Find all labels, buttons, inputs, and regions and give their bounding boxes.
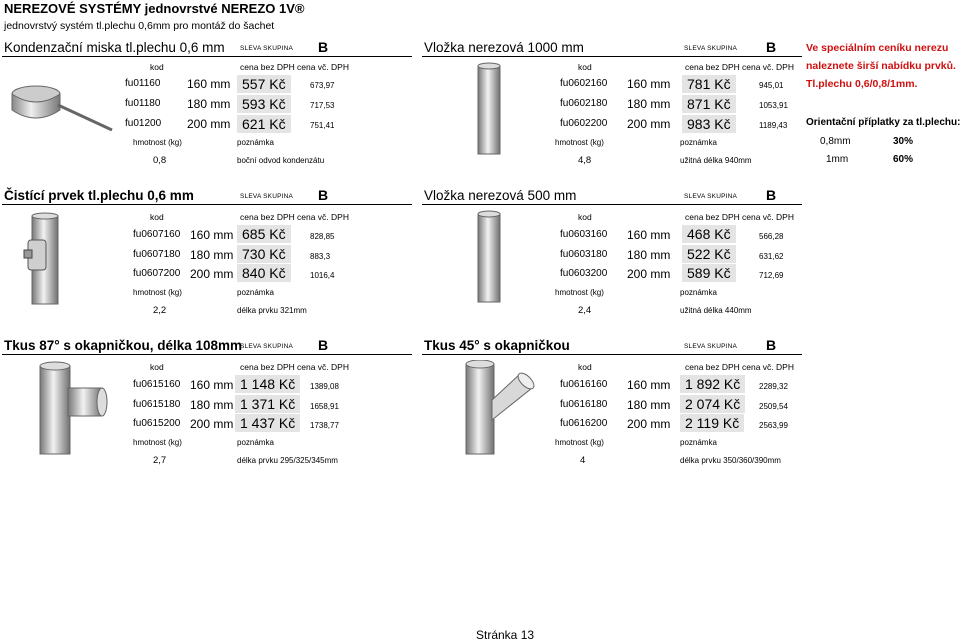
product-code: fu0602180 (560, 98, 608, 109)
price: 1 148 Kč (235, 375, 300, 393)
product-code: fu0616180 (560, 399, 608, 410)
price: 983 Kč (682, 115, 736, 133)
diameter: 180 mm (190, 398, 234, 412)
note-value: délka prvku 350/360/390mm (680, 456, 781, 465)
weight-label: hmotnost (kg) (555, 288, 604, 297)
discount-label: SLEVA SKUPINA (684, 193, 738, 200)
side-note-line: Tl.plechu 0,6/0,8/1mm. (806, 78, 918, 90)
diameter: 160 mm (187, 77, 231, 91)
price-vat: 1738,77 (310, 421, 339, 430)
weight-label: hmotnost (kg) (555, 138, 604, 147)
pipe-short-icon (472, 210, 508, 311)
price: 1 892 Kč (680, 375, 745, 393)
discount-group: B (766, 39, 777, 55)
product-code: fu0603180 (560, 249, 608, 260)
side-note-line: Ve speciálním ceníku nerezu (806, 42, 949, 54)
price: 1 371 Kč (235, 395, 300, 413)
product-code: fu0607160 (133, 229, 181, 240)
col-header-price: cena bez DPH (240, 362, 295, 372)
weight-value: 0,8 (153, 155, 167, 166)
note-value: boční odvod kondenzátu (237, 156, 325, 165)
price-vat: 1016,4 (310, 271, 335, 280)
price-vat: 1189,43 (759, 121, 788, 130)
price-vat: 712,69 (759, 271, 784, 280)
price: 468 Kč (682, 225, 736, 243)
product-code: fu0602160 (560, 78, 608, 89)
price: 2 074 Kč (680, 395, 745, 413)
price-vat: 2563,99 (759, 421, 788, 430)
col-header-code: kod (578, 212, 592, 222)
note-label: poznámka (680, 438, 717, 447)
note-label: poznámka (237, 138, 274, 147)
cleaning-element-icon (22, 210, 72, 315)
product-code: fu0603160 (560, 229, 608, 240)
condensate-bowl-icon (8, 80, 118, 145)
product-code: fu0615200 (133, 418, 181, 429)
col-header-vat: cena vč. DPH (742, 62, 794, 72)
col-header-code: kod (578, 62, 592, 72)
product-code: fu0615160 (133, 379, 181, 390)
weight-value: 2,4 (578, 305, 592, 316)
note-value: užitná délka 440mm (680, 306, 752, 315)
col-header-code: kod (150, 212, 164, 222)
product-code: fu01200 (125, 118, 162, 129)
subtitle-line: jednovrstvý systém tl.plechu 0,6mm pro montáž do šachet (4, 20, 275, 32)
page-title: NEREZOVÉ SYSTÉMY jednovrstvé NEREZO 1V® (4, 1, 305, 16)
price: 2 119 Kč (680, 414, 744, 432)
diameter: 160 mm (190, 378, 234, 392)
price-vat: 751,41 (310, 121, 335, 130)
product-code: fu0616200 (560, 418, 608, 429)
page-number: Stránka 13 (476, 628, 535, 642)
diameter: 200 mm (187, 117, 231, 131)
note-value: délka prvku 321mm (237, 306, 307, 315)
price-vat: 945,01 (759, 81, 784, 90)
note-label: poznámka (680, 288, 717, 297)
discount-group: B (318, 39, 329, 55)
price: 589 Kč (682, 264, 736, 282)
col-header-price: cena bez DPH (240, 62, 295, 72)
price: 840 Kč (237, 264, 291, 282)
note-value: délka prvku 295/325/345mm (237, 456, 338, 465)
price-vat: 717,53 (310, 101, 335, 110)
discount-group: B (766, 337, 777, 353)
surcharge-thickness: 1mm (826, 154, 849, 165)
discount-label: SLEVA SKUPINA (684, 343, 738, 350)
weight-label: hmotnost (kg) (133, 288, 182, 297)
col-header-code: kod (150, 362, 164, 372)
tee-45-icon (458, 360, 538, 465)
price-vat: 2509,54 (759, 402, 788, 411)
diameter: 180 mm (627, 398, 671, 412)
price-vat: 2289,32 (759, 382, 788, 391)
discount-group: B (318, 337, 329, 353)
diameter: 160 mm (627, 228, 671, 242)
diameter: 200 mm (627, 417, 671, 431)
section-title: Tkus 87° s okapničkou, délka 108mm (4, 338, 243, 353)
section-title: Čistící prvek tl.plechu 0,6 mm (4, 188, 194, 203)
product-code: fu0615180 (133, 399, 181, 410)
diameter: 160 mm (627, 378, 671, 392)
product-code: fu0602200 (560, 118, 608, 129)
discount-label: SLEVA SKUPINA (240, 343, 294, 350)
price-vat: 883,3 (310, 252, 331, 261)
price: 730 Kč (237, 245, 291, 263)
weight-value: 2,7 (153, 455, 167, 466)
col-header-price: cena bez DPH (685, 362, 740, 372)
price: 557 Kč (237, 75, 291, 93)
diameter: 180 mm (627, 97, 671, 111)
price: 871 Kč (682, 95, 736, 113)
col-header-code: kod (150, 62, 164, 72)
surcharge-percent: 60% (893, 154, 914, 165)
price: 685 Kč (237, 225, 291, 243)
product-code: fu0603200 (560, 268, 608, 279)
col-header-vat: cena vč. DPH (297, 212, 349, 222)
diameter: 160 mm (627, 77, 671, 91)
col-header-vat: cena vč. DPH (742, 362, 794, 372)
diameter: 180 mm (627, 248, 671, 262)
col-header-price: cena bez DPH (685, 212, 740, 222)
weight-label: hmotnost (kg) (133, 438, 182, 447)
price: 1 437 Kč (235, 414, 300, 432)
price-vat: 566,28 (759, 232, 784, 241)
weight-value: 4,8 (578, 155, 592, 166)
section-title: Tkus 45° s okapničkou (424, 338, 570, 353)
product-code: fu01180 (125, 98, 161, 109)
col-header-vat: cena vč. DPH (742, 212, 794, 222)
note-label: poznámka (237, 288, 274, 297)
product-code: fu0607200 (133, 268, 181, 279)
section-title: Kondenzační miska tl.plechu 0,6 mm (4, 40, 225, 55)
surcharge-title: Orientační příplatky za tl.plechu: (806, 117, 960, 128)
section-title: Vložka nerezová 500 mm (424, 188, 577, 203)
price-vat: 828,85 (310, 232, 335, 241)
diameter: 200 mm (190, 417, 234, 431)
price-vat: 1658,91 (310, 402, 339, 411)
product-code: fu0616160 (560, 379, 608, 390)
diameter: 200 mm (627, 267, 671, 281)
diameter: 200 mm (190, 267, 234, 281)
side-note-line: naleznete širší nabídku prvků. (806, 60, 956, 72)
product-code: fu0607180 (133, 249, 181, 260)
weight-value: 2,2 (153, 305, 167, 316)
discount-label: SLEVA SKUPINA (240, 193, 294, 200)
price: 593 Kč (237, 95, 291, 113)
price: 621 Kč (237, 115, 291, 133)
note-value: užitná délka 940mm (680, 156, 752, 165)
col-header-price: cena bez DPH (240, 212, 295, 222)
price: 781 Kč (682, 75, 736, 93)
tee-87-icon (32, 360, 112, 465)
col-header-code: kod (578, 362, 592, 372)
weight-label: hmotnost (kg) (133, 138, 182, 147)
price-vat: 631,62 (759, 252, 784, 261)
note-label: poznámka (237, 438, 274, 447)
col-header-vat: cena vč. DPH (297, 362, 349, 372)
col-header-vat: cena vč. DPH (297, 62, 349, 72)
diameter: 160 mm (190, 228, 234, 242)
diameter: 180 mm (187, 97, 231, 111)
col-header-price: cena bez DPH (685, 62, 740, 72)
weight-value: 4 (580, 455, 586, 466)
note-label: poznámka (680, 138, 717, 147)
pipe-long-icon (472, 62, 508, 163)
discount-group: B (766, 187, 777, 203)
price: 522 Kč (682, 245, 736, 263)
discount-group: B (318, 187, 329, 203)
discount-label: SLEVA SKUPINA (684, 45, 738, 52)
discount-label: SLEVA SKUPINA (240, 45, 294, 52)
price-vat: 1389,08 (310, 382, 339, 391)
surcharge-percent: 30% (893, 136, 914, 147)
diameter: 180 mm (190, 248, 234, 262)
price-vat: 673,97 (310, 81, 335, 90)
diameter: 200 mm (627, 117, 671, 131)
section-title: Vložka nerezová 1000 mm (424, 40, 584, 55)
weight-label: hmotnost (kg) (555, 438, 604, 447)
product-code: fu01160 (125, 78, 161, 89)
price-vat: 1053,91 (759, 101, 788, 110)
surcharge-thickness: 0,8mm (820, 136, 851, 147)
